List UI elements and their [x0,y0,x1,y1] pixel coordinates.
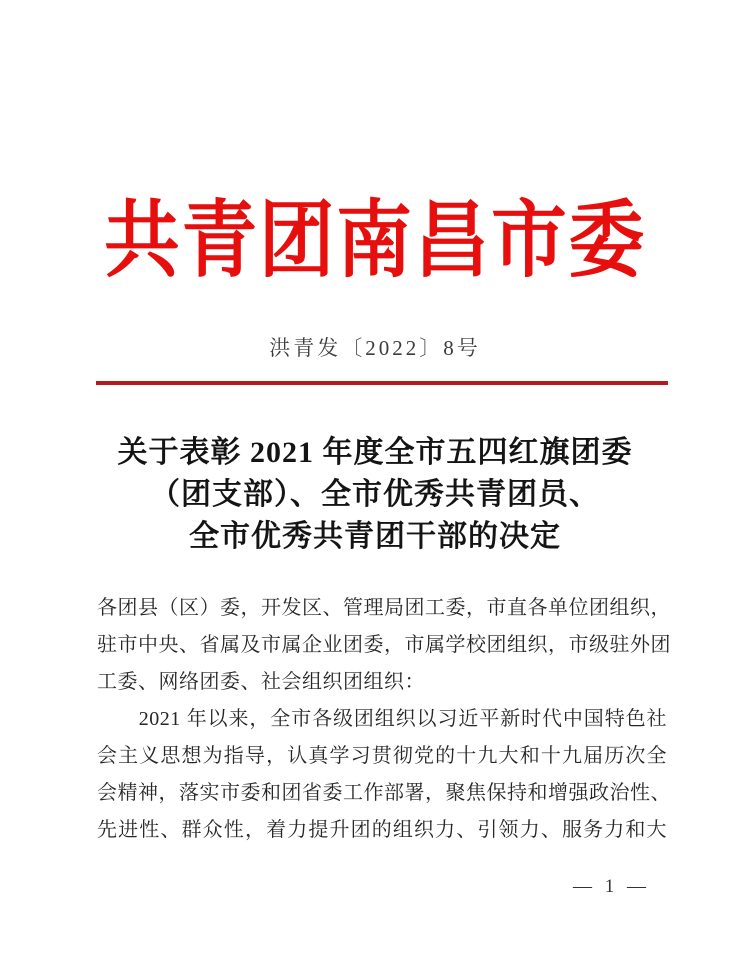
body-line-paragraph-3: 会精神，落实市委和团省委工作部署，聚焦保持和增强政治性、 [97,782,671,804]
body-line-paragraph-1: 2021 年以来，全市各级团组织以习近平新时代中国特色社 [97,708,667,730]
doc-title-line-3: 全市优秀共青团干部的决定 [189,520,561,553]
page-number: — 1 — [573,876,650,897]
body-line-paragraph-4: 先进性、群众性，着力提升团的组织力、引领力、服务力和大 [97,819,667,841]
body-line-salutation-3: 工委、网络团委、社会组织团组织： [97,671,425,693]
doc-title [0,432,750,558]
body-line-salutation-2: 驻市中央、省属及市属企业团委，市属学校团组织，市级驻外团 [97,634,671,656]
body-line-paragraph-2: 会主义思想为指导，认真学习贯彻党的十九大和十九届历次全 [97,745,667,767]
doc-title-line-1: 关于表彰 2021 年度全市五四红旗团委 [117,436,633,469]
doc-body [97,590,671,849]
doc-reference-number: 洪青发〔2022〕8号 [269,336,481,360]
doc-title-line-2: （团支部）、全市优秀共青团员、 [150,478,600,511]
org-masthead-title: 共青团南昌市委 [104,195,646,288]
red-divider-rule [96,381,668,385]
body-line-salutation-1: 各团县（区）委，开发区、管理局团工委，市直各单位团组织， [97,597,671,619]
